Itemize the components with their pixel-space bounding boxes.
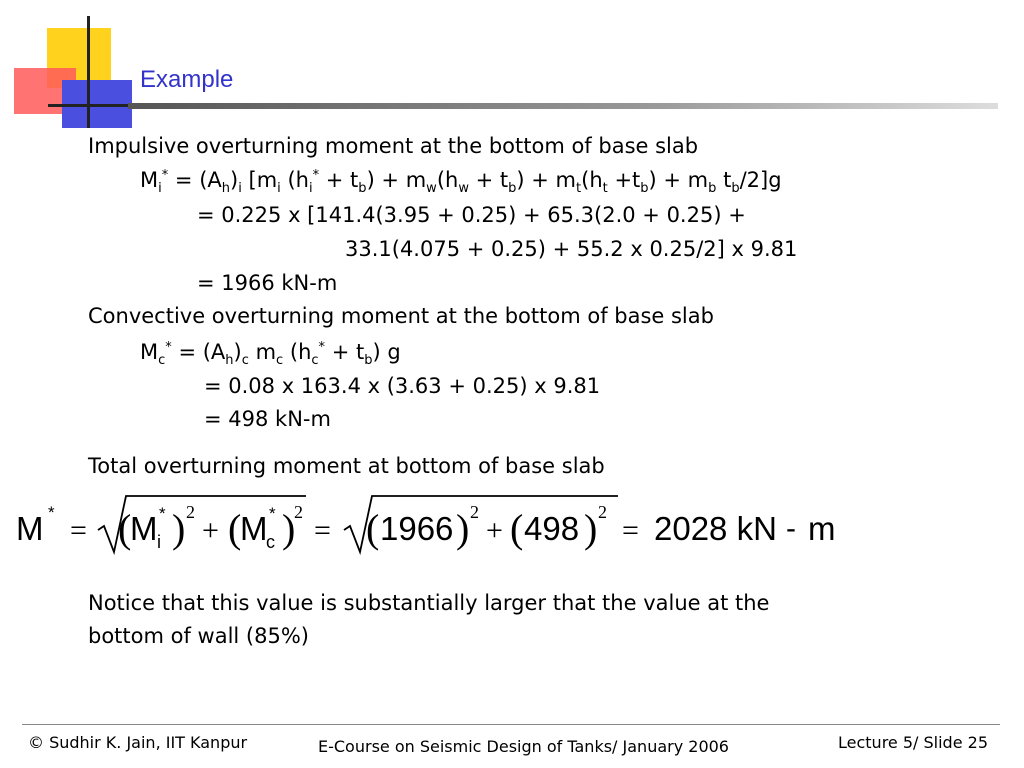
impulsive-heading: Impulsive overturning moment at the bottom of base slab [88,134,699,158]
eq-power-3: 2 [470,502,479,522]
logo-vertical-line [87,16,90,128]
eq-equals-2: = [314,514,331,547]
footer-course: E-Course on Seismic Design of Tanks/ January 2006 [318,737,729,756]
eq-value-1966: 1966 [380,510,454,547]
eq-mi-sub: i [157,532,161,552]
eq-mi: M [130,510,158,547]
total-moment-equation [14,490,914,570]
convective-result: = 498 kN-m [204,407,331,431]
eq-dash: - [786,512,796,545]
eq-mc-sub: c [266,532,275,552]
paren-open-1: ( [118,506,132,551]
total-heading: Total overturning moment at bottom of base slab [88,454,605,478]
notice-line-2: bottom of wall (85%) [88,624,309,648]
footer-rule [22,724,1000,725]
notice-line-1: Notice that this value is substantially larger that the value at the [88,591,770,615]
eq-result: 2028 kN [654,510,777,547]
convective-step1: = 0.08 x 163.4 x (3.63 + 0.25) x 9.81 [204,374,601,398]
eq-mi-star: * [159,504,166,523]
paren-close-4: ) [584,506,598,551]
title-underline [128,103,998,109]
eq-mc-star: * [269,504,276,523]
logo-horizontal-line [48,104,136,107]
paren-close-3: ) [456,506,470,551]
eq-equals-1: = [70,514,87,547]
eq-unit-m: m [808,510,836,547]
eq-mc: M [240,510,268,547]
footer-slide-number: Lecture 5/ Slide 25 [838,733,988,752]
paren-open-3: ( [366,506,380,551]
paren-close-2: ) [282,506,296,551]
paren-close-1: ) [172,506,186,551]
footer-copyright: © Sudhir K. Jain, IIT Kanpur [28,733,248,752]
slide-title: Example [140,66,234,93]
eq-lhs-star: * [48,503,55,522]
paren-open-2: ( [228,506,242,551]
impulsive-step1: = 0.225 x [141.4(3.95 + 0.25) + 65.3(2.0 + 0.25) + [197,203,746,227]
eq-value-498: 498 [524,510,580,547]
impulsive-step2: 33.1(4.075 + 0.25) + 55.2 x 0.25/2] x 9.81 [345,237,798,261]
impulsive-result: = 1966 kN-m [197,271,338,295]
eq-plus-1: + [202,514,219,547]
eq-power-4: 2 [598,502,607,522]
eq-power-2: 2 [294,502,303,522]
paren-open-4: ( [510,506,524,551]
convective-heading: Convective overturning moment at the bottom of base slab [88,304,714,328]
eq-lhs: M [16,510,44,547]
convective-formula: $M_c^* = (A_h)_c$ $m_c$ $(h_c^* + t_b)$ g [140,340,401,369]
eq-plus-2: + [486,514,503,547]
impulsive-formula: $M_i^* = (A_h)_i$ [$m_i$ $(h_i^* + t_b) + m_w(h_w + t_b) + m_t(h_t +t_b) + m_b$ $t_b/2]g$ [140,168,782,197]
eq-equals-3: = [622,514,639,547]
eq-power-1: 2 [186,502,195,522]
